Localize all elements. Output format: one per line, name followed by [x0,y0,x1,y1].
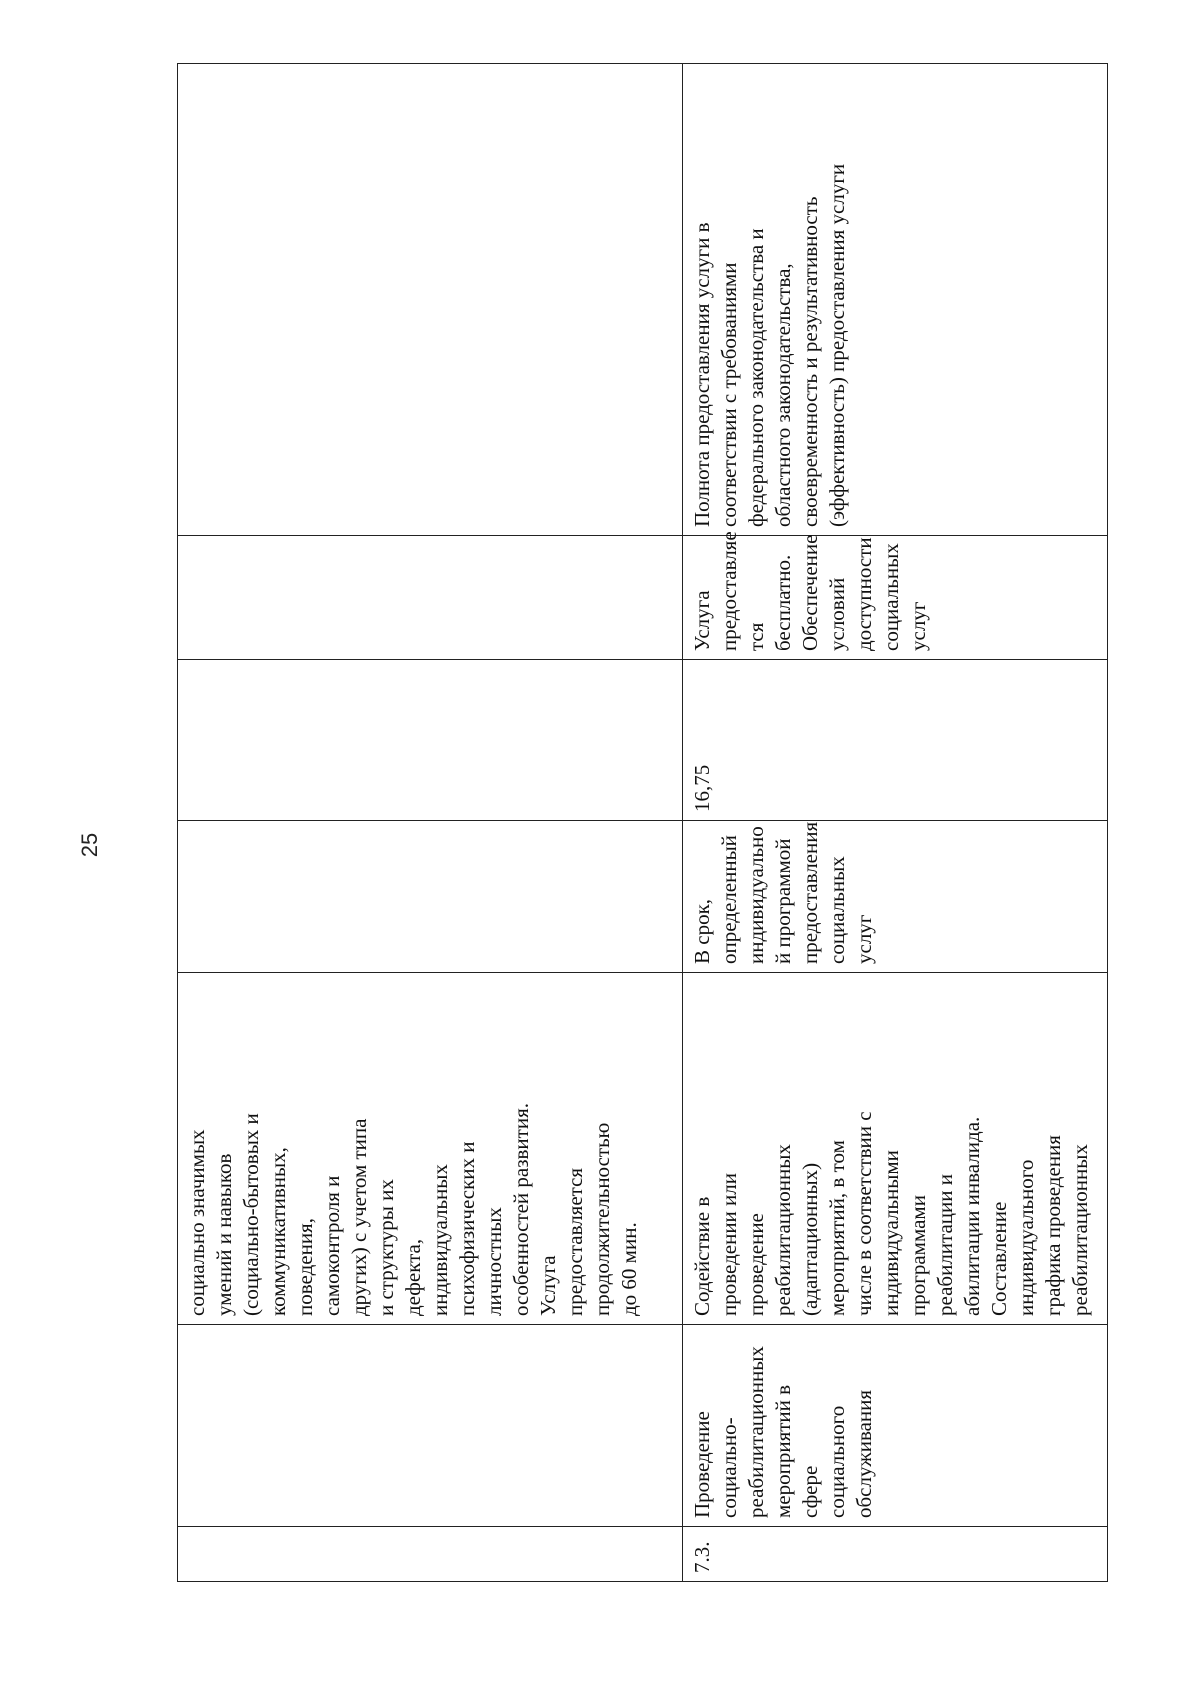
cell-conditions [178,536,683,660]
cell-service-name: Проведение социально- реабилитационных мероприятий в сфере социального обслуживания [683,1325,1108,1527]
cell-tariff [178,660,683,821]
cell-number: 7.3. [683,1527,1108,1582]
cell-description: Содействие в проведении или проведение реабилитационных (адаптационных) мероприятий, в том числе в соответствии с индивидуальными программами реабилитации и абилитации инвалида. Составление индивидуального графика проведения реабилитационных [683,973,1108,1325]
page-number: 25 [77,832,102,858]
rotated-table-container [177,64,1105,1582]
table-row [683,64,1108,1582]
cell-term [178,821,683,973]
table-row [178,64,683,1582]
cell-term: В срок, определенный индивидуально й программой предоставления социальных услуг [683,821,1108,973]
services-table [177,63,1108,1582]
cell-number [178,1527,683,1582]
cell-description: социально значимых умений и навыков (социально-бытовых и коммуникативных, поведения, самоконтроля и других) с учетом типа и структуры их дефекта, индивидуальных психофизических и личностных особенностей развития. Услуга предоставляется продолжительностью до 60 мин. [178,973,683,1325]
cell-quality [178,64,683,536]
cell-tariff: 16,75 [683,660,1108,821]
cell-conditions: Услуга предоставляе тся бесплатно. Обеспечение условий доступности социальных услуг [683,536,1108,660]
cell-service-name [178,1325,683,1527]
cell-quality: Полнота предоставления услуги в соответствии с требованиями федерального законодательства и областного законодательства, своевременность и результативность (эффективность) предоставления услуги [683,64,1108,536]
